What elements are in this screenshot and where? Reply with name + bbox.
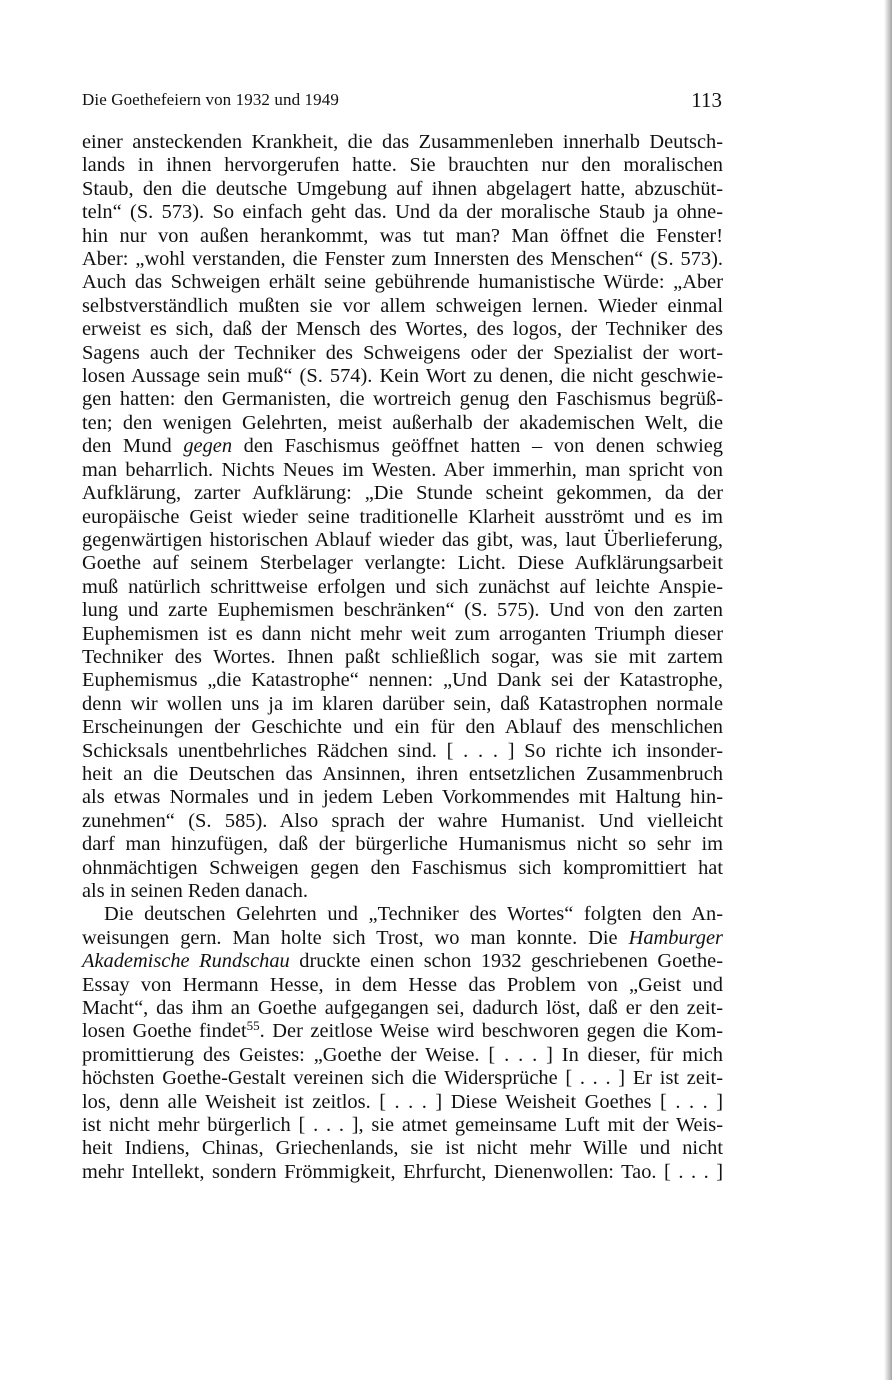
italic-emphasis: gegen [183, 435, 233, 458]
footnote-marker: 55 [246, 1018, 260, 1034]
text-line: los, denn alle Weisheit ist zeitlos. [ . . . ] Diese Weisheit Goethes [ . . . ] [82, 1090, 723, 1113]
text-line: man beharrlich. Nichts Neues im Westen. Aber immerhin, man spricht von [82, 458, 723, 481]
text-line: als etwas Normales und in jedem Leben Vorkommendes mit Haltung hin- [82, 786, 723, 809]
text-line: gen hatten: den Germanisten, die wortreich genug den Faschismus begrüß- [82, 388, 723, 411]
text-line: Essay von Hermann Hesse, in dem Hesse das Problem von „Geist und [82, 973, 723, 996]
text-line: ist nicht mehr bürgerlich [ . . . ], sie atmet gemeinsame Luft mit der Weis- [82, 1114, 723, 1137]
text-line: Aufklärung, zarter Aufklärung: „Die Stunde scheint gekommen, da der [82, 482, 723, 505]
text-line: gegenwärtigen historischen Ablauf wieder das gibt, was, laut Überlieferung, [82, 528, 723, 551]
italic-title: Akademische Rundschau [82, 950, 290, 973]
text-segment: den Faschismus geöffnet hatten – von denen schwieg [232, 435, 723, 458]
text-line: promittierung des Geistes: „Goethe der Weise. [ . . . ] In dieser, für mich [82, 1043, 723, 1066]
text-line: Die deutschen Gelehrten und „Techniker des Wortes“ folgten den An- [104, 903, 723, 926]
text-line: lung und zarte Euphemismen beschränken“ (S. 575). Und von den zarten [82, 599, 723, 622]
text-line: ohnmächtigen Schweigen gegen den Faschismus sich kompromittiert hat [82, 856, 723, 879]
text-segment: . Der zeitlose Weise wird beschworen gegen die Kom- [259, 1020, 723, 1043]
text-line: heit Indiens, Chinas, Griechenlands, sie ist nicht mehr Wille und nicht [82, 1137, 723, 1160]
body-text [82, 131, 723, 1184]
text-line: Euphemismus „die Katastrophe“ nennen: „Und Dank sei der Katastrophe, [82, 669, 723, 692]
text-line: teln“ (S. 573). So einfach geht das. Und da der moralische Staub ja ohne- [82, 201, 723, 224]
text-line: hin nur von außen herankommt, was tut man? Man öffnet die Fenster! [82, 224, 723, 247]
text-line: denn wir wollen uns ja im klaren darüber sein, daß Katastrophen normale [82, 692, 723, 715]
running-head: Die Goethefeiern von 1932 und 1949 [82, 90, 339, 109]
text-line [82, 1020, 723, 1043]
page-number: 113 [691, 88, 722, 112]
text-line: Euphemismen ist es dann nicht mehr weit zum arroganten Triumph dieser [82, 622, 723, 645]
text-line: Erscheinungen der Geschichte und ein für den Ablauf des menschlichen [82, 716, 723, 739]
text-line: Macht“, das ihm an Goethe aufgegangen sei, dadurch löst, daß er den zeit- [82, 997, 723, 1020]
text-segment: druckte einen schon 1932 geschriebenen Goethe- [289, 950, 724, 973]
text-line [82, 435, 723, 458]
page-header [82, 88, 722, 114]
text-line: höchsten Goethe-Gestalt vereinen sich die Widersprüche [ . . . ] Er ist zeit- [82, 1067, 723, 1090]
text-line: einer ansteckenden Krankheit, die das Zusammenleben innerhalb Deutsch- [82, 131, 723, 153]
text-line: Auch das Schweigen erhält seine gebührende humanistische Würde: „Aber [82, 271, 723, 294]
text-line: erweist es sich, daß der Mensch des Wortes, des logos, der Techniker des [82, 318, 723, 341]
text-line: losen Aussage sein muß“ (S. 574). Kein Wort zu denen, die nicht geschwie- [82, 365, 723, 388]
text-line [82, 927, 723, 950]
text-line: Staub, den die deutsche Umgebung auf ihnen abgelagert hatte, abzuschüt- [82, 177, 723, 200]
text-line: ten; den wenigen Gelehrten, meist außerhalb der akademischen Welt, die [82, 411, 723, 434]
text-segment: weisungen gern. Man holte sich Trost, wo man konnte. Die [82, 926, 629, 949]
text-line: darf man hinzufügen, daß der bürgerliche Humanismus nicht so sehr im [82, 833, 723, 856]
text-line: Schicksals unentbehrliches Rädchen sind. [ . . . ] So richte ich insonder- [82, 739, 723, 762]
text-segment: losen Goethe findet [82, 1020, 247, 1043]
text-line: Sagens auch der Techniker des Schweigens oder der Spezialist der wort- [82, 341, 723, 364]
text-line: selbstverständlich mußten sie vor allem schweigen lernen. Wieder einmal [82, 294, 723, 317]
italic-title: Hamburger [628, 926, 723, 949]
text-line: Goethe auf seinem Sterbelager verlangte: Licht. Diese Aufklärungsarbeit [82, 552, 723, 575]
text-line: mehr Intellekt, sondern Frömmigkeit, Ehrfurcht, Dienenwollen: Tao. [ . . . ] [82, 1160, 723, 1183]
text-line: zunehmen“ (S. 585). Also sprach der wahre Humanist. Und vielleicht [82, 809, 723, 832]
text-line: heit an die Deutschen das Ansinnen, ihren entsetzlichen Zusammenbruch [82, 762, 723, 785]
text-line: europäische Geist wieder seine traditionelle Klarheit ausströmt und es im [82, 505, 723, 528]
text-line [82, 950, 723, 973]
page-edge-shadow [884, 0, 892, 1380]
text-segment: den Mund [82, 435, 184, 458]
text-line: Aber: „wohl verstanden, die Fenster zum Innersten des Menschen“ (S. 573). [82, 248, 723, 271]
text-line: muß natürlich schrittweise erfolgen und sich zunächst auf leichte Anspie- [82, 575, 723, 598]
text-line: Techniker des Wortes. Ihnen paßt schließlich sogar, was sie mit zartem [82, 645, 723, 668]
text-line: lands in ihnen hervorgerufen hatte. Sie brauchten nur den moralischen [82, 154, 723, 177]
text-line: als in seinen Reden danach. [82, 880, 308, 902]
